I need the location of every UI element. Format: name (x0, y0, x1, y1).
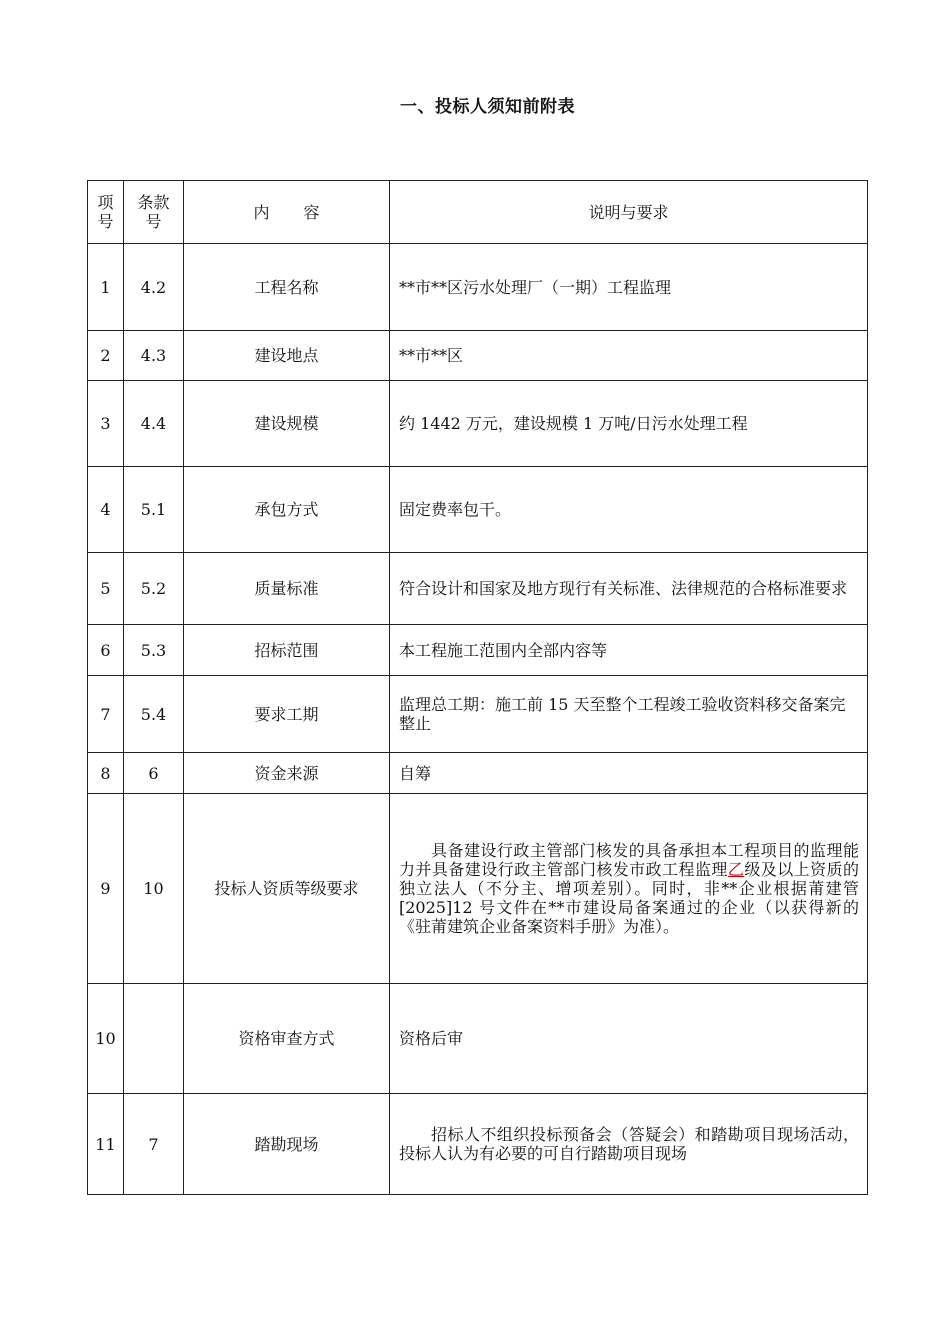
row-description: 本工程施工范围内全部内容等 (390, 625, 868, 676)
table-row (88, 794, 868, 984)
row-no: 2 (88, 331, 124, 381)
row-item: 招标范围 (184, 625, 390, 676)
row-description (390, 794, 868, 984)
row-description: 符合设计和国家及地方现行有关标准、法律规范的合格标准要求 (390, 553, 868, 625)
header-content: 内 容 (184, 181, 390, 244)
row-no: 6 (88, 625, 124, 676)
row-item: 工程名称 (184, 244, 390, 331)
header-description: 说明与要求 (390, 181, 868, 244)
row-no: 9 (88, 794, 124, 984)
row-item: 资格审查方式 (184, 984, 390, 1094)
site-visit-paragraph: 招标人不组织投标预备会（答疑会）和踏勘项目现场活动，投标人认为有必要的可自行踏勘项目现场 (399, 1125, 859, 1163)
row-clause: 5.2 (124, 553, 184, 625)
row-description: **市**区污水处理厂（一期）工程监理 (390, 244, 868, 331)
header-clause-no: 条款 号 (124, 181, 184, 244)
table-row (88, 244, 868, 331)
row-description: **市**区 (390, 331, 868, 381)
table-row (88, 625, 868, 676)
row-description: 自筹 (390, 753, 868, 794)
row-no: 5 (88, 553, 124, 625)
row-no: 8 (88, 753, 124, 794)
row-no: 10 (88, 984, 124, 1094)
qualification-grade-highlight: 乙 (727, 860, 745, 879)
row-no: 7 (88, 676, 124, 753)
row-item: 建设地点 (184, 331, 390, 381)
page-title: 一、投标人须知前附表 (400, 97, 575, 117)
table-row (88, 1094, 868, 1195)
row-clause (124, 984, 184, 1094)
table-row (88, 331, 868, 381)
row-description: 资格后审 (390, 984, 868, 1094)
row-clause: 4.4 (124, 381, 184, 467)
qualification-text-a: 具备建设行政主管部门核发的具备承担本工程项目的监理能力并具备建设行政主管部门核发市政工程监理 (399, 841, 859, 879)
row-description: 监理总工期：施工前 15 天至整个工程竣工验收资料移交备案完整止 (390, 676, 868, 753)
table-row (88, 676, 868, 753)
row-item: 投标人资质等级要求 (184, 794, 390, 984)
row-clause: 5.3 (124, 625, 184, 676)
row-item: 资金来源 (184, 753, 390, 794)
table-row (88, 753, 868, 794)
row-no: 11 (88, 1094, 124, 1195)
bidder-instructions-table (87, 180, 868, 1195)
row-clause: 4.3 (124, 331, 184, 381)
table-header-row (88, 181, 868, 244)
row-description: 固定费率包干。 (390, 467, 868, 553)
row-clause: 10 (124, 794, 184, 984)
row-clause: 4.2 (124, 244, 184, 331)
row-item: 质量标准 (184, 553, 390, 625)
qualification-text-b: 级及以上资质的独立法人（不分主、增项差别）。同时，非**企业根据莆建管[2025]12 号文件在**市建设局备案通过的企业（以获得新的《驻莆建筑企业备案资料手册》为准）。 (399, 860, 859, 936)
table-row (88, 381, 868, 467)
row-clause: 5.1 (124, 467, 184, 553)
row-description: 约 1442 万元，建设规模 1 万吨/日污水处理工程 (390, 381, 868, 467)
table-row (88, 553, 868, 625)
row-clause: 6 (124, 753, 184, 794)
row-item: 承包方式 (184, 467, 390, 553)
row-clause: 5.4 (124, 676, 184, 753)
row-no: 1 (88, 244, 124, 331)
header-item-no: 项 号 (88, 181, 124, 244)
row-item: 要求工期 (184, 676, 390, 753)
row-item: 建设规模 (184, 381, 390, 467)
table-row (88, 467, 868, 553)
row-no: 3 (88, 381, 124, 467)
table-row (88, 984, 868, 1094)
qualification-paragraph (399, 841, 859, 936)
row-description (390, 1094, 868, 1195)
row-item: 踏勘现场 (184, 1094, 390, 1195)
row-no: 4 (88, 467, 124, 553)
row-clause: 7 (124, 1094, 184, 1195)
